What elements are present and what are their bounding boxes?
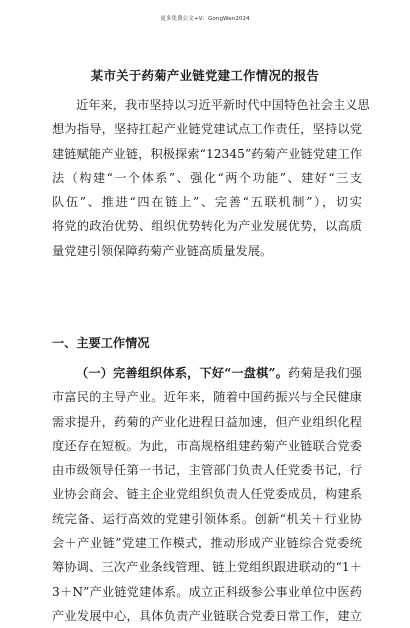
- intro-paragraph: [52, 93, 370, 263]
- paragraph-line: 会＋产业链”党建工作模式，推动形成产业链综合党委统: [52, 536, 362, 551]
- paragraph-line: 3＋N”产业链党建体系。成立正科级参公事业单位中医药: [52, 584, 362, 599]
- section-heading: 一、主要工作情况: [52, 336, 150, 350]
- subsection-text: 药菊是我们强: [288, 366, 362, 380]
- paragraph-line: 产业发展中心，具体负责产业链联合党委日常工作，建立: [52, 608, 362, 623]
- header-watermark: 更多免费公文+V：GongWen2024: [160, 16, 250, 22]
- paragraph-line: 统完备、运行高效的党建引领体系。创新“机关＋行业协: [52, 511, 362, 526]
- paragraph-line: 将党的政治优势、组织优势转化为产业发展优势，以高质: [52, 219, 362, 234]
- subsection-paragraph: [52, 361, 362, 628]
- paragraph-line: 量党建引领保障药菊产业链高质量发展。: [52, 243, 273, 258]
- subsection-heading: （一）完善组织体系，下好“一盘棋”。: [76, 366, 288, 380]
- paragraph-line: 想为指导，坚持扛起产业链党建试点工作责任，坚持以党: [52, 122, 362, 137]
- paragraph-line: 度还存在短板。为此，市高规格组建药菊产业链联合党委: [52, 438, 362, 453]
- paragraph-line: 市富民的主导产业。近年来，随着中国药振兴与全民健康: [52, 390, 362, 405]
- paragraph-line: 法（构建“一个体系”、强化“两个功能”、建好“三支: [52, 170, 362, 185]
- paragraph-line: 近年来，我市坚持以习近平新时代中国特色社会主义思: [76, 98, 370, 112]
- paragraph-line: 需求提升，药菊的产业化进程日益加速，但产业组织化程: [52, 414, 362, 429]
- paragraph-line: 筹协调、三次产业条线管理、链上党组织跟进联动的“1＋: [52, 560, 362, 575]
- paragraph-line: 由市级领导任第一书记，主管部门负责人任党委书记，行: [52, 463, 362, 478]
- paragraph-line: 建链赋能产业链，积极探索“12345”药菊产业链党建工作: [52, 146, 362, 161]
- paragraph-line: [52, 361, 362, 385]
- paragraph-line: 业协会商会、链主企业党组织负责人任党委成员，构建系: [52, 487, 362, 502]
- paragraph-line: 队伍”、推进“四在链上”、完善“五联机制”），切实: [52, 195, 362, 210]
- document-title: 某市关于药菊产业链党建工作情况的报告: [90, 68, 320, 83]
